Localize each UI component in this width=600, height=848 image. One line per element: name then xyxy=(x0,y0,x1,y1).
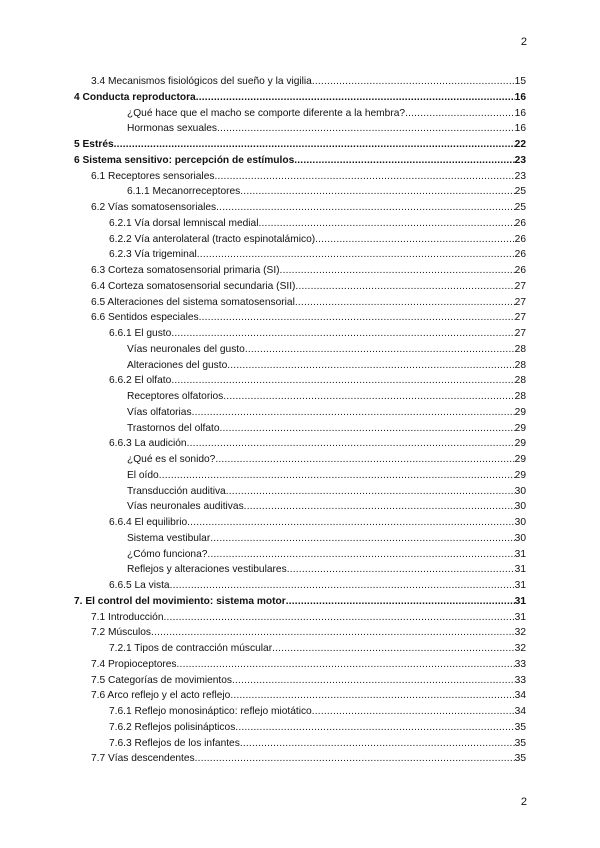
dot-leader xyxy=(217,121,515,137)
toc-entry-label: Vías olfatorias xyxy=(127,406,192,418)
dot-leader xyxy=(405,106,515,122)
toc-entry-page: 35 xyxy=(514,753,526,765)
toc-entry-page: 23 xyxy=(514,154,526,166)
dot-leader xyxy=(286,594,515,610)
dot-leader xyxy=(199,310,515,326)
toc-entry-page: 33 xyxy=(514,658,526,670)
dot-leader xyxy=(223,389,514,405)
toc-entry-label: 7.4 Propioceptores xyxy=(91,658,177,670)
toc-entry-label: ¿Cómo funciona? xyxy=(127,548,208,560)
toc-entry[interactable] xyxy=(74,641,526,657)
dot-leader xyxy=(287,562,515,578)
toc-entry[interactable] xyxy=(74,421,526,437)
toc-entry-page: 28 xyxy=(514,391,526,402)
toc-entry-label: 7.1 Introducción xyxy=(91,611,164,623)
toc-entry-page: 31 xyxy=(514,595,526,607)
toc-entry-page: 27 xyxy=(514,312,526,324)
dot-leader xyxy=(151,625,515,641)
dot-leader xyxy=(196,90,515,106)
toc-entry-label: 7.6.1 Reflejo monosináptico: reflejo miotático xyxy=(109,706,312,717)
dot-leader xyxy=(315,232,515,248)
toc-entry-label: 7.7 Vías descendentes xyxy=(91,753,195,765)
toc-entry[interactable] xyxy=(74,121,526,137)
toc-entry[interactable] xyxy=(74,153,526,169)
toc-entry-page: 16 xyxy=(514,91,526,103)
toc-entry-label: Sistema vestibular xyxy=(127,532,211,544)
dot-leader xyxy=(244,499,515,515)
toc-entry[interactable] xyxy=(74,373,526,389)
dot-leader xyxy=(295,295,515,311)
toc-entry-label: 7.5 Categorías de movimientos xyxy=(91,674,232,686)
toc-entry[interactable] xyxy=(74,358,526,374)
toc-entry-label: 7.2 Músculos xyxy=(91,627,152,639)
toc-entry-label: 4 Conducta reproductora xyxy=(74,91,196,103)
toc-entry-label: 6.6.3 La audición xyxy=(109,438,187,450)
toc-entry-page: 25 xyxy=(514,186,526,198)
toc-entry-label: 6.3 Corteza somatosensorial primaria (SI) xyxy=(91,265,280,276)
dot-leader xyxy=(220,421,515,437)
toc-entry-page: 26 xyxy=(514,249,526,261)
dot-leader xyxy=(272,641,515,657)
dot-leader xyxy=(114,137,515,153)
dot-leader xyxy=(214,169,514,185)
toc-entry[interactable] xyxy=(74,657,526,673)
toc-entry[interactable] xyxy=(74,106,526,122)
toc-entry-label: 6.2.1 Vía dorsal lemniscal medial xyxy=(109,217,259,229)
toc-entry[interactable] xyxy=(74,216,526,232)
toc-entry-label: 6.1.1 Mecanorreceptores xyxy=(127,186,241,198)
toc-entry-page: 30 xyxy=(514,501,526,513)
toc-entry[interactable] xyxy=(74,200,526,216)
dot-leader xyxy=(197,247,515,263)
toc-entry-page: 29 xyxy=(514,454,526,465)
toc-entry-label: 6.6.4 El equilibrio xyxy=(109,517,188,528)
toc-entry-label: Trastornos del olfato xyxy=(127,422,220,434)
toc-entry[interactable] xyxy=(74,515,526,531)
toc-entry-label: ¿Qué hace que el macho se comporte diferente a la hembra? xyxy=(127,107,406,119)
dot-leader xyxy=(177,657,515,673)
dot-leader xyxy=(232,673,515,689)
dot-leader xyxy=(240,184,514,200)
toc-entry-page: 22 xyxy=(514,139,526,150)
dot-leader xyxy=(192,405,515,421)
toc-entry-label: Hormonas sexuales xyxy=(127,123,218,135)
toc-entry-label: 7.6.2 Reflejos polisinápticos xyxy=(109,721,236,733)
dot-leader xyxy=(170,578,515,594)
toc-entry[interactable] xyxy=(74,751,526,767)
toc-entry-label: 6.2.3 Vía trigeminal xyxy=(109,249,197,261)
toc-entry-page: 31 xyxy=(514,580,526,591)
toc-entry[interactable] xyxy=(74,688,526,704)
toc-entry[interactable] xyxy=(74,310,526,326)
toc-entry[interactable] xyxy=(74,531,526,547)
toc-entry[interactable] xyxy=(74,499,526,515)
toc-entry-label: 6.6.5 La vista xyxy=(109,580,170,591)
toc-entry[interactable] xyxy=(74,263,526,279)
toc-entry-page: 29 xyxy=(514,422,526,434)
dot-leader xyxy=(294,153,514,169)
toc-entry-label: 6.4 Corteza somatosensorial secundaria (SII) xyxy=(91,280,296,292)
toc-entry[interactable] xyxy=(74,405,526,421)
toc-entry-label: 6.6.1 El gusto xyxy=(109,328,172,339)
toc-entry-label: 6.6.2 El olfato xyxy=(109,375,172,387)
toc-entry-page: 27 xyxy=(514,328,526,339)
toc-entry-page: 30 xyxy=(514,517,526,528)
dot-leader xyxy=(207,547,514,563)
toc-entry[interactable] xyxy=(74,389,526,405)
dot-leader xyxy=(216,200,515,216)
toc-entry-page: 26 xyxy=(514,233,526,245)
toc-entry[interactable] xyxy=(74,468,526,484)
page-number-header: 2 xyxy=(520,36,527,48)
toc-entry-label: 6.5 Alteraciones del sistema somatosensorial xyxy=(91,296,295,308)
toc-entry-page: 34 xyxy=(514,706,526,717)
dot-leader xyxy=(171,326,514,342)
toc-entry[interactable] xyxy=(74,578,526,594)
toc-entry[interactable] xyxy=(74,342,526,358)
dot-leader xyxy=(245,342,515,358)
toc-entry-label: 6.2 Vías somatosensoriales xyxy=(91,202,217,213)
toc-entry-label: 6 Sistema sensitivo: percepción de estímulos xyxy=(74,154,295,166)
dot-leader xyxy=(195,751,515,767)
dot-leader xyxy=(259,216,515,232)
toc-entry[interactable] xyxy=(74,184,526,200)
toc-entry-label: 3.4 Mecanismos fisiológicos del sueño y la vigilia xyxy=(91,76,312,87)
toc-entry-page: 26 xyxy=(514,217,526,229)
toc-entry[interactable] xyxy=(74,720,526,736)
toc-entry-label: Vías neuronales auditivas xyxy=(127,501,244,513)
toc-entry-page: 26 xyxy=(514,265,526,276)
dot-leader xyxy=(164,610,515,626)
dot-leader xyxy=(312,74,515,90)
toc-entry-label: 7.2.1 Tipos de contracción múscular xyxy=(109,643,273,654)
toc-entry-page: 25 xyxy=(514,202,526,213)
toc-entry[interactable] xyxy=(74,594,526,610)
toc-entry-page: 35 xyxy=(514,737,526,749)
toc-entry-label: 7.6.3 Reflejos de los infantes xyxy=(109,737,240,749)
toc-entry[interactable] xyxy=(74,452,526,468)
toc-entry[interactable] xyxy=(74,74,526,90)
toc-entry-label: 6.2.2 Vía anterolateral (tracto espinotalámico) xyxy=(109,233,316,245)
table-of-contents xyxy=(74,74,526,767)
toc-entry[interactable] xyxy=(74,232,526,248)
toc-entry-label: Receptores olfatorios xyxy=(127,391,224,402)
toc-entry[interactable] xyxy=(74,547,526,563)
toc-entry-label: 7. El control del movimiento: sistema motor xyxy=(74,595,286,607)
toc-entry-page: 16 xyxy=(514,107,526,119)
toc-entry[interactable] xyxy=(74,673,526,689)
dot-leader xyxy=(227,358,514,374)
toc-entry-label: ¿Qué es el sonido? xyxy=(127,454,216,465)
toc-entry[interactable] xyxy=(74,279,526,295)
toc-entry[interactable] xyxy=(74,137,526,153)
toc-entry-page: 34 xyxy=(514,690,526,702)
dot-leader xyxy=(280,263,515,279)
dot-leader xyxy=(230,688,514,704)
toc-entry-label: 5 Estrés xyxy=(74,139,114,150)
dot-leader xyxy=(171,373,514,389)
toc-entry-page: 31 xyxy=(514,611,526,623)
toc-entry-page: 23 xyxy=(514,170,526,182)
dot-leader xyxy=(235,720,514,736)
toc-entry[interactable] xyxy=(74,484,526,500)
toc-entry-page: 27 xyxy=(514,280,526,292)
toc-entry-page: 31 xyxy=(514,564,526,576)
toc-entry-label: El oído xyxy=(127,469,159,481)
toc-entry[interactable] xyxy=(74,625,526,641)
toc-entry[interactable] xyxy=(74,610,526,626)
dot-leader xyxy=(240,736,515,752)
toc-entry[interactable] xyxy=(74,295,526,311)
toc-entry-label: 6.1 Receptores sensoriales xyxy=(91,170,215,182)
toc-entry[interactable] xyxy=(74,704,526,720)
toc-entry-page: 28 xyxy=(514,343,526,355)
toc-entry-label: 6.6 Sentidos especiales xyxy=(91,312,199,324)
toc-entry-page: 33 xyxy=(514,674,526,686)
toc-entry-page: 31 xyxy=(514,548,526,560)
toc-entry[interactable] xyxy=(74,169,526,185)
dot-leader xyxy=(312,704,515,720)
page-number-footer: 2 xyxy=(520,796,527,808)
toc-entry-label: Reflejos y alteraciones vestibulares xyxy=(127,564,287,576)
toc-entry-page: 29 xyxy=(514,469,526,481)
dot-leader xyxy=(215,452,514,468)
toc-entry-page: 28 xyxy=(514,359,526,371)
toc-entry-label: Alteraciones del gusto xyxy=(127,359,228,371)
toc-entry-page: 29 xyxy=(514,438,526,450)
toc-entry-page: 28 xyxy=(514,375,526,387)
toc-entry-page: 29 xyxy=(514,406,526,418)
toc-entry-page: 15 xyxy=(514,76,526,87)
toc-entry-label: Vías neuronales del gusto xyxy=(127,343,245,355)
toc-entry[interactable] xyxy=(74,436,526,452)
dot-leader xyxy=(210,531,514,547)
toc-entry[interactable] xyxy=(74,326,526,342)
dot-leader xyxy=(187,436,515,452)
toc-entry-page: 27 xyxy=(514,296,526,308)
dot-leader xyxy=(187,515,515,531)
toc-entry-label: 7.6 Arco reflejo y el acto reflejo xyxy=(91,690,231,702)
dot-leader xyxy=(159,468,515,484)
toc-entry[interactable] xyxy=(74,90,526,106)
toc-entry-page: 30 xyxy=(514,532,526,544)
toc-entry-page: 16 xyxy=(514,123,526,135)
toc-entry-page: 32 xyxy=(514,643,526,654)
toc-entry-page: 35 xyxy=(514,721,526,733)
toc-entry[interactable] xyxy=(74,736,526,752)
dot-leader xyxy=(226,484,515,500)
dot-leader xyxy=(295,279,514,295)
toc-entry-page: 32 xyxy=(514,627,526,639)
toc-entry-label: Transducción auditiva xyxy=(127,485,226,497)
toc-entry[interactable] xyxy=(74,247,526,263)
toc-entry[interactable] xyxy=(74,562,526,578)
toc-entry-page: 30 xyxy=(514,485,526,497)
